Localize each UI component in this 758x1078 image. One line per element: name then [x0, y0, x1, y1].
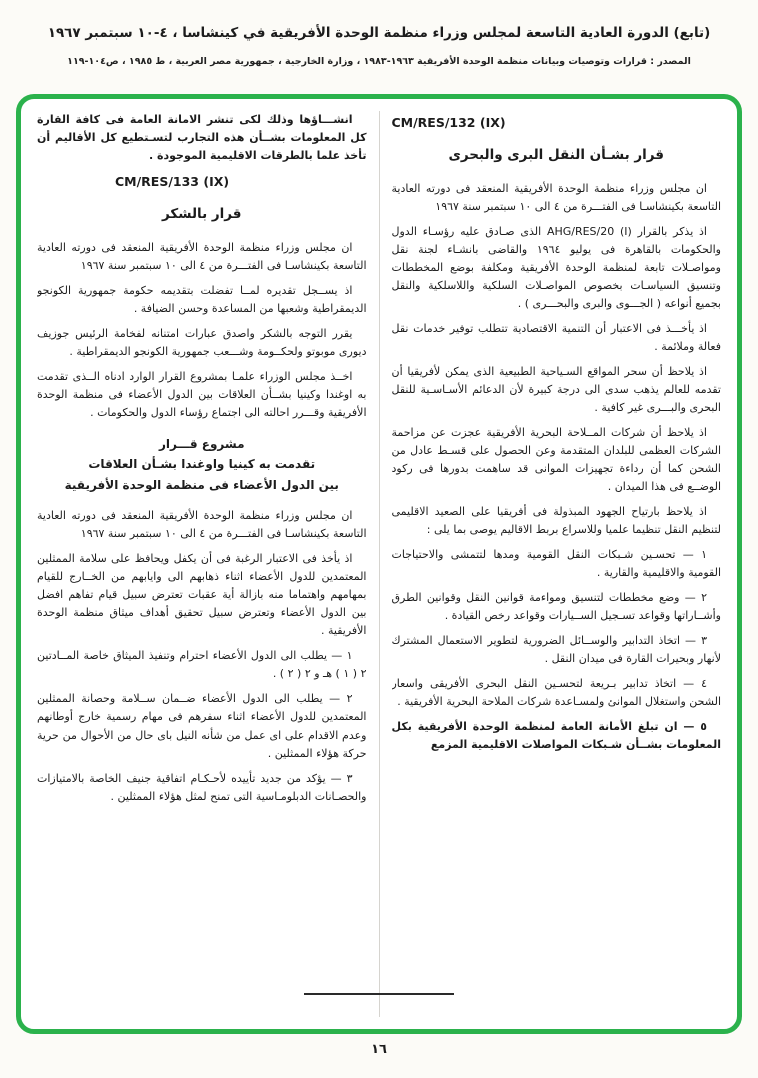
numbered-item: ٣ — اتخاذ التدابير والوســائل الضرورية لتطوير الاستعمال المشترك لأنهار وبحيرات القارة فى ميدان النقل .	[391, 634, 721, 666]
column-divider	[379, 111, 380, 1017]
paragraph: ان مجلس وزراء منظمة الوحدة الأفريقية المنعقد فى دورته العادية التاسعة بكينشاسـا فى الفتـــرة من ٤ الى ١٠ سبتمبر سنة ١٩٦٧	[391, 181, 721, 213]
paragraph: ان مجلس وزراء منظمة الوحدة الأفريقية المنعقد فى دورته العادية التاسعة بكينشاسـا فى الفتـــرة من ٤ الى ١٠ سبتمبر سنة ١٩٦٧	[37, 509, 367, 541]
paragraph: اذ يســجل تقديره لمــا تفضلت بتقديمه حكومة جمهورية الكونجو الديمقراطية وشعبها من المساعدة وحسن الضيافة .	[37, 283, 367, 315]
paragraph: اخــذ مجلس الوزراء علمـا بمشروع القرار الوارد ادناه الــذى تقدمت به اوغندا وكينيا بشــأن العلاقات بين الدول الأعضاء فى منظمة الوحدة الأفريقية وقـــرر احالته الى اجتماع رؤساء الدول والحكومات .	[37, 369, 367, 419]
paragraph: يقرر التوجه بالشكر واصدق عبارات امتنانه لفخامة الرئيس جوزيف ديورى موبوتو ولحكــومة وشـــعب جمهورية الكونجو الديمقراطية .	[37, 326, 367, 358]
numbered-item: ٣ — يؤكد من جديد تأييده لأحـكـام اتفاقية جنيف الخاصة بالامتيازات والحصـانات الدبلومـاسية التى تمنح لمثل هؤلاء الممثلين .	[37, 771, 367, 803]
paragraph: اذ يلاحظ بارتياح الجهود المبذولة فى أفريقيا على الصعيد الاقليمى لتنظيم النقل تنظيما علميا وللاسراع بربط الاقاليم يوصى بما يلى :	[391, 505, 721, 537]
resolution-code-132: CM/RES/132 (IX)	[391, 115, 506, 130]
draft-resolution-heading	[37, 434, 367, 495]
page-number: ١٦	[371, 1042, 387, 1057]
column-left	[37, 111, 367, 1017]
draft-heading-line: مشروع قـــرار	[158, 437, 245, 451]
paragraph: اذ يلاحظ أن شركات المــلاحة البحرية الأفريقية عجزت عن مزاحمة الشركات العظمى للبلدان المتقدمة وعن الحصول على قسـط عادل من الشحن كما أن رداءة تجهيزات الموانى قد ساهمت بدورها فى ركود الوضــع فى هذا الميدان .	[391, 426, 721, 494]
numbered-item: ٢ — وضع مخططات لتنسيق ومواءمة قوانين النقل وقوانين الطرق وأشــاراتها وقواعد تسـجيل الســيارات وقواعد رخص القيادة .	[391, 591, 721, 623]
page-header	[0, 0, 758, 67]
numbered-item: ١ — تحسـين شـبكات النقل القومية ومدها لتتمشى والاحتياجات القومية والاقليمية والقارية .	[391, 548, 721, 580]
resolution-132-title: قرار بشـأن النقل البرى والبحرى	[448, 146, 664, 163]
column-right	[392, 111, 722, 1017]
draft-heading-line: تقدمت به كينيا واوغندا بشـأن العلاقات	[88, 457, 316, 472]
numbered-item: ١ — يطلب الى الدول الأعضاء احترام وتنفيذ الميثاق خاصة المــادتين ٢ ( ١ ) هـ و ٢ ( ٢ ) .	[37, 649, 367, 681]
paragraph: اذ يلاحظ أن سحر المواقع السـياحية الطبيعية الذى يمكن لأفريقيا أن تقدمه للعالم يذهب سدى الى درجة كبيرة لأن الدعائم الأسـاسـية للنقل البحرى والبـــرى غير كافية .	[391, 364, 721, 414]
source-citation: المصدر : قرارات وتوصيات وبيانات منظمة الوحدة الأفريقية ١٩٦٣-١٩٨٣ ، وزارة الخارجية ، جمهورية مصر العربية ، ط ١٩٨٥ ، ص١٠٤-١١٩	[67, 55, 691, 67]
draft-heading-line: بين الدول الأعضاء فى منظمة الوحدة الأفريقية	[64, 477, 339, 492]
numbered-item: ٤ — اتخاذ تدابير بـريعة لتحسـين النقل البحرى الأفريقى واسعار الشحن واستغلال الموانئ ولمسـاعدة شركات الملاحة البحرية الأفريقية .	[391, 677, 721, 709]
paragraph: ان مجلس وزراء منظمة الوحدة الأفريقية المنعقد فى دورته العادية التاسعة بكينشاسـا فى الفتـــرة من ٤ الى ١٠ سبتمبر سنة ١٩٦٧	[37, 240, 367, 272]
numbered-item: ٢ — يطلب الى الدول الأعضاء ضــمان ســلامة وحصانة الممثلين المعتمدين للدول الأعضاء اثناء سفرهم فى مهام رسمية خارج أوطانهم وعدم الاقدام على اى عمل من شأنه النيل باى حال من الأحوال من حرية حركة هؤلاء الممثلين .	[37, 692, 367, 760]
content-frame	[16, 94, 742, 1034]
paragraph: اذ يأخذ فى الاعتبار الرغبة فى أن يكفل ويحافظ على سلامة الممثلين المعتمدين للدول الأعضاء اثناء ذهابهم الى وايابهم من الخــارج للقيام بمهامهم واهتماما منه بازالة أية عقبات تعترض سبيل قيام تفاهم افضل بين الدول الأعضاء وتعترض سبيل تحقيق أهداف ميثاق منظمة الوحدة الأفريقية .	[37, 552, 367, 638]
numbered-item: ٥ — ان تبلغ الأمانة العامة لمنظمة الوحدة الأفريقية بكل المعلومات بشــأن شـبكات المواصلات الاقليمية المزمع	[391, 720, 721, 752]
paragraph: اذ يذكر بالقرار AHG/RES/20 (I) الذى صـادق عليه رؤسـاء الدول والحكومات بالقاهرة فى يوليو ١٩٦٤ والقاضى بانشـاء لجنة نقل ومواصـلات تابعة لمنظمة الوحدة الأفريقية ومكلفة بوضع المخططات وتنسيق السياسـات بخصوص المواصـلات السلكية واللاسلكية والنقل بجميع أنواعه ( الجـــوى والبرى والبحـــرى ) .	[391, 224, 721, 310]
resolution-133-title: قرار بالشكر	[161, 205, 242, 222]
end-rule	[304, 993, 454, 995]
continuation-paragraph: انشـــاؤها وذلك لكى تنشر الامانة العامة فى كافة القارة كل المعلومات بشــأن هذه التجارب لتسـتطيع كل الأقاليم أن تأخذ علما بالطرقات الاقليمية الموجودة .	[37, 113, 367, 163]
resolution-code-133: CM/RES/133 (IX)	[115, 174, 230, 190]
session-title: (تابع) الدورة العادية التاسعة لمجلس وزراء منظمة الوحدة الأفريقية في كينشاسا ، ٤-١٠ سبتمبر ١٩٦٧	[47, 25, 711, 41]
two-column-layout	[37, 111, 721, 1017]
paragraph: اذ يأخـــذ فى الاعتبار أن التنمية الاقتصادية تتطلب توفير خدمات نقل فعالة وملائمة .	[391, 321, 721, 353]
